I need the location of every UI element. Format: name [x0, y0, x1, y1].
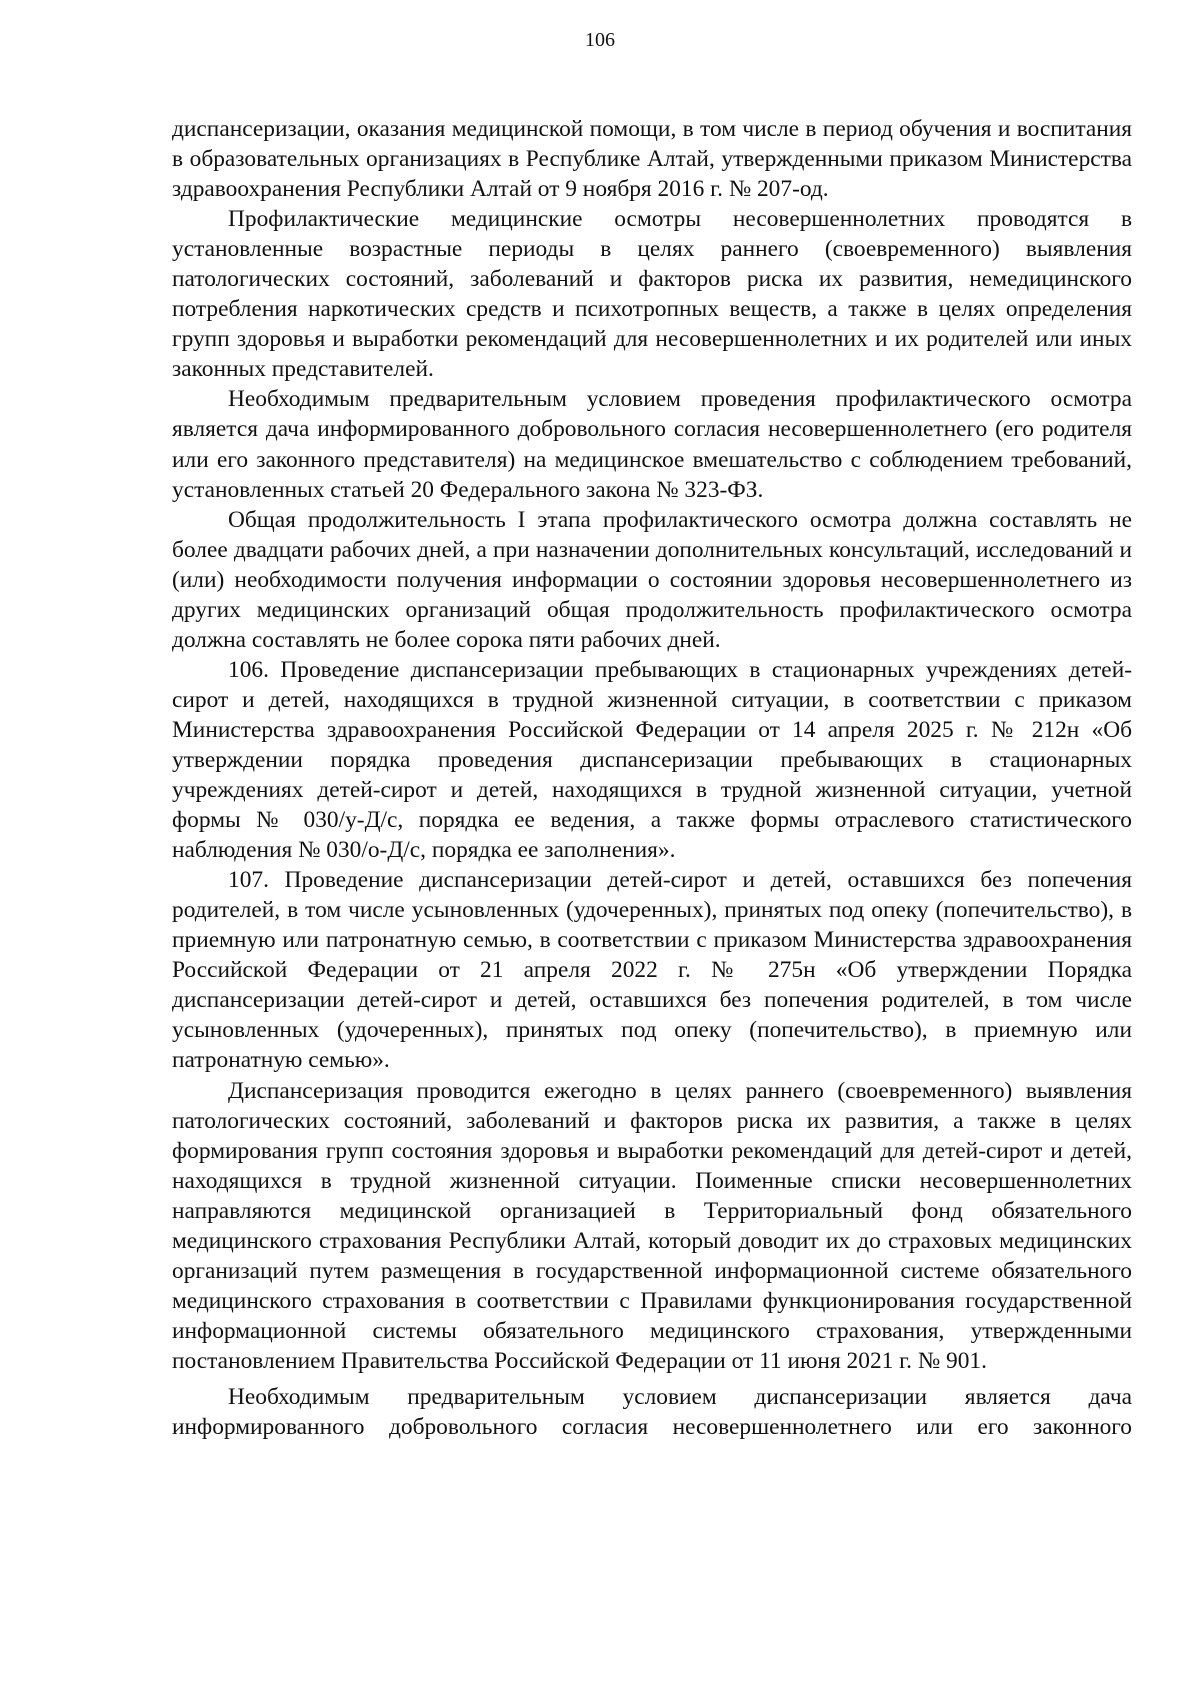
document-body	[172, 114, 1132, 1442]
paragraph-consent-condition: Необходимым предварительным условием проведения профилактического осмотра является дача информированного добровольного согласия несовершеннолетнего (его родителя или его законного представителя) на медицинское вмешательство с соблюдением требований, установленных статьей 20 Федерального закона № 323-ФЗ.	[172, 386, 1132, 503]
paragraph-preventive-exams: Профилактические медицинские осмотры несовершеннолетних проводятся в установленные возрастные периоды в целях раннего (своевременного) выявления патологических состояний, заболеваний и факторов риска их развития, немедицинского потребления наркотических средств и психотропных веществ, а также в целях определения групп здоровья и выработки рекомендаций для несовершеннолетних и их родителей или иных законных представителей.	[172, 206, 1132, 383]
paragraph-consent-dispensarization: Необходимым предварительным условием диспансеризации является дача информированного добровольного согласия несовершеннолетнего или его законного	[172, 1383, 1132, 1441]
paragraph-item-107: 107. Проведение диспансеризации детей-сирот и детей, оставшихся без попечения родителей, в том числе усыновленных (удочеренных), принятых под опеку (попечительство), в приемную или патронатную семью, в соответствии с приказом Министерства здравоохранения Российской Федерации от 21 апреля 2022 г. № 275н «Об утверждении Порядка диспансеризации детей-сирот и детей, оставшихся без попечения родителей, в том числе усыновленных (удочеренных), принятых под опеку (попечительство), в приемную или патронатную семью».	[172, 867, 1132, 1074]
paragraph-exam-duration: Общая продолжительность I этапа профилактического осмотра должна составлять не более двадцати рабочих дней, а при назначении дополнительных консультаций, исследований и (или) необходимости получения информации о состоянии здоровья несовершеннолетнего из других медицинских организаций общая продолжительность профилактического осмотра должна составлять не более сорока пяти рабочих дней.	[172, 506, 1132, 653]
paragraph-annual-dispensarization: Диспансеризация проводится ежегодно в целях раннего (своевременного) выявления патологических состояний, заболеваний и факторов риска их развития, а также в целях формирования групп состояния здоровья и выработки рекомендаций для детей-сирот и детей, находящихся в трудной жизненной ситуации. Поименные списки несовершеннолетних направляются медицинской организацией в Территориальный фонд обязательного медицинского страхования Республики Алтай, который доводит их до страховых медицинских организаций путем размещения в государственной информационной системе обязательного медицинского страхования в соответствии с Правилами функционирования государственной информационной системы обязательного медицинского страхования, утвержденными постановлением Правительства Российской Федерации от 11 июня 2021 г. № 901.	[172, 1077, 1132, 1374]
page-number: 106	[585, 29, 615, 51]
paragraph-item-106: 106. Проведение диспансеризации пребывающих в стационарных учреждениях детей-сирот и детей, находящихся в трудной жизненной ситуации, в соответствии с приказом Министерства здравоохранения Российской Федерации от 14 апреля 2025 г. № 212н «Об утверждении порядка проведения диспансеризации пребывающих в стационарных учреждениях детей-сирот и детей, находящихся в трудной жизненной ситуации, учетной формы № 030/у-Д/с, порядка ее ведения, а также формы отраслевого статистического наблюдения № 030/о-Д/с, порядка ее заполнения».	[172, 656, 1132, 864]
paragraph-continuation: диспансеризации, оказания медицинской помощи, в том числе в период обучения и воспитания в образовательных организациях в Республике Алтай, утвержденными приказом Министерства здравоохранения Республики Алтай от 9 ноября 2016 г. № 207-од.	[172, 116, 1132, 203]
